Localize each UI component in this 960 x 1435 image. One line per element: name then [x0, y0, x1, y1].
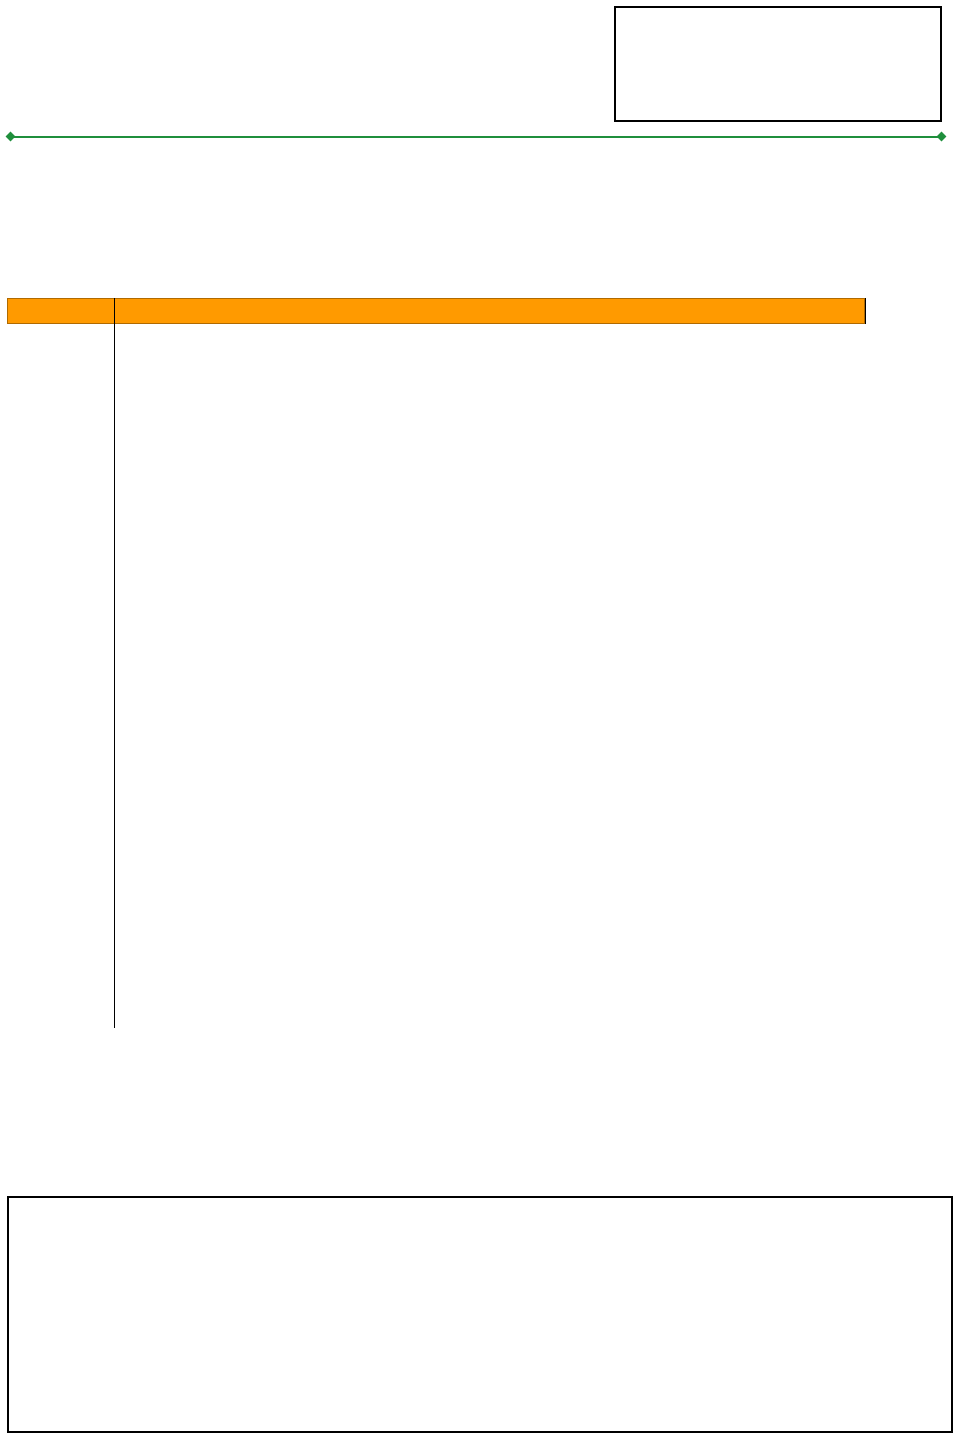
section-header [7, 298, 865, 324]
order-form [7, 1196, 953, 1433]
header-divider [10, 136, 942, 138]
divider-diamond-left [6, 132, 16, 142]
section-border [865, 298, 866, 324]
column-divider [114, 298, 115, 1028]
divider-diamond-right [937, 132, 947, 142]
publisher-logo [4, 2, 354, 128]
address-box [614, 6, 942, 122]
